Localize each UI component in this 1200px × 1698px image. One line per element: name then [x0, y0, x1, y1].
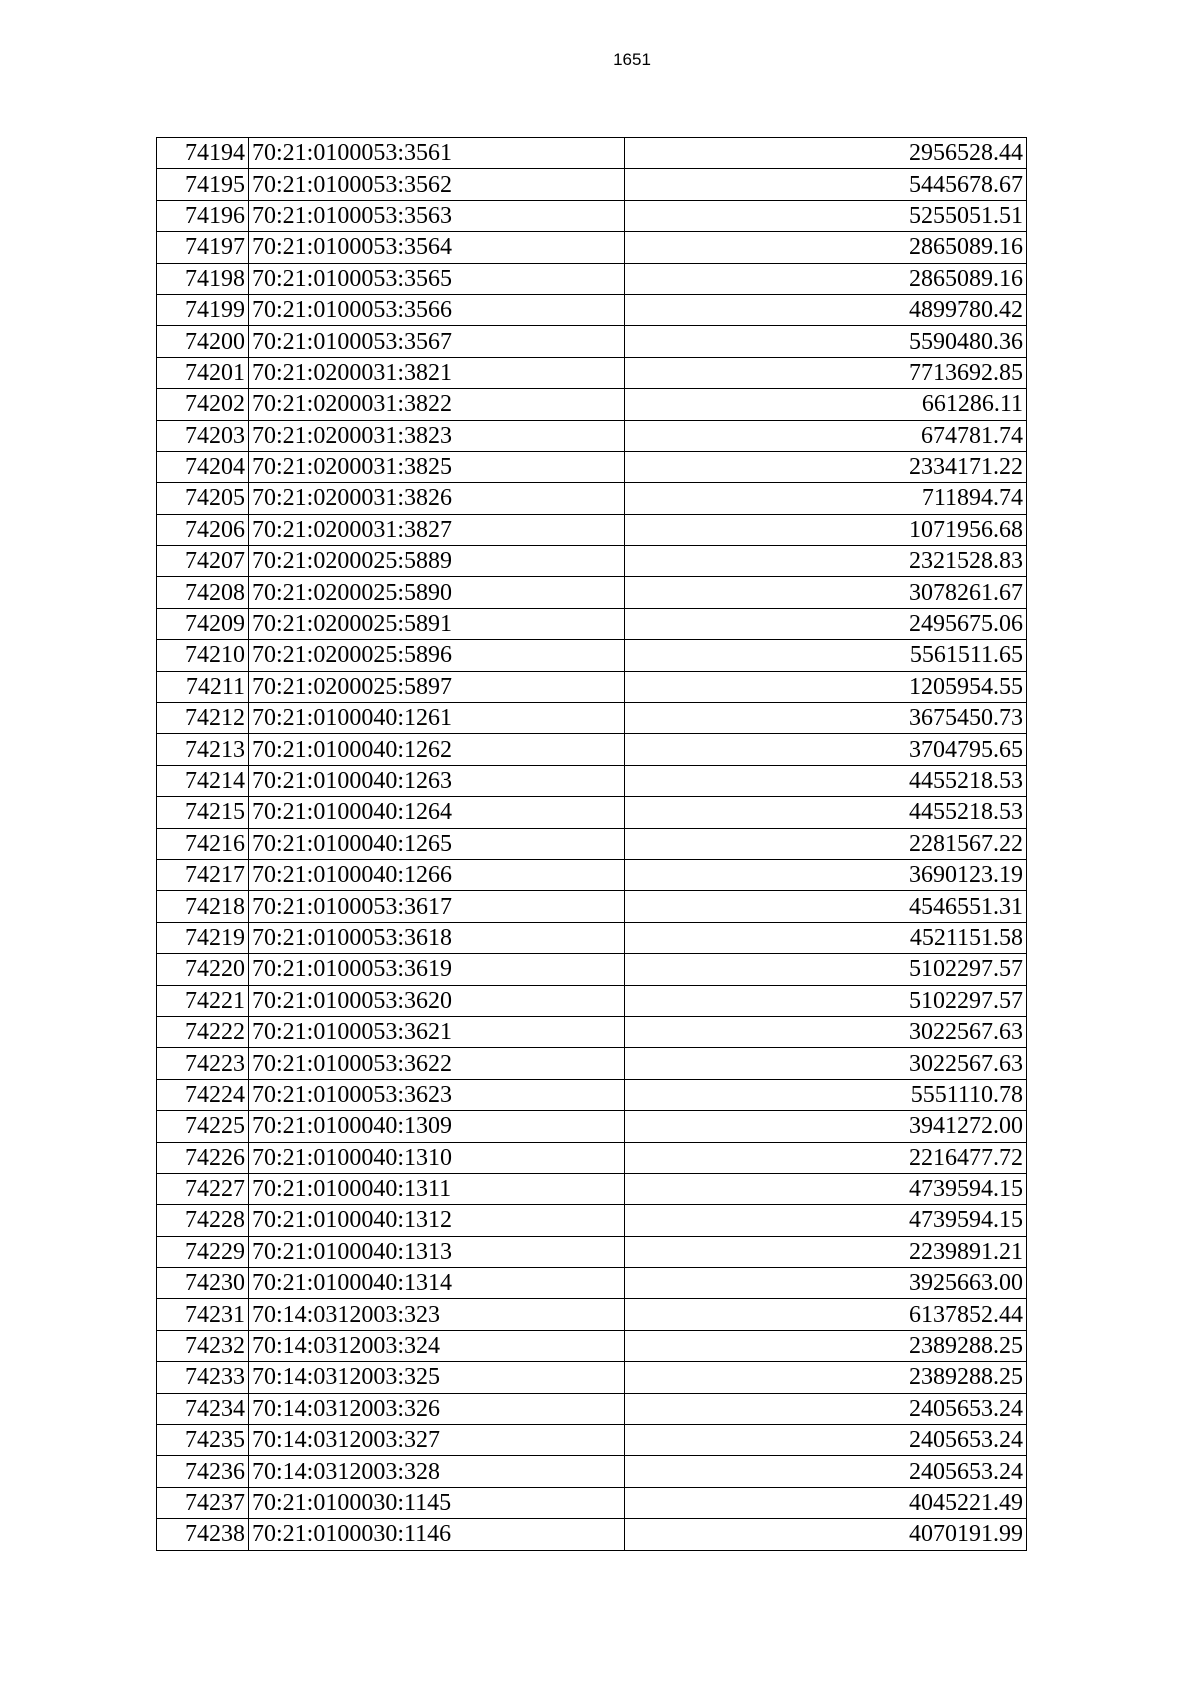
- cadastral-number-cell: 70:21:0100053:3619: [249, 954, 625, 985]
- row-number-cell: 74225: [157, 1111, 249, 1142]
- row-number-cell: 74197: [157, 232, 249, 263]
- cadastral-number-cell: 70:21:0100040:1310: [249, 1142, 625, 1173]
- cadastral-value-cell: 2865089.16: [625, 263, 1027, 294]
- cadastral-value-cell: 5551110.78: [625, 1079, 1027, 1110]
- row-number-cell: 74236: [157, 1456, 249, 1487]
- cadastral-number-cell: 70:21:0100053:3564: [249, 232, 625, 263]
- cadastral-value-cell: 3078261.67: [625, 577, 1027, 608]
- row-number-cell: 74214: [157, 765, 249, 796]
- row-number-cell: 74234: [157, 1393, 249, 1424]
- row-number-cell: 74220: [157, 954, 249, 985]
- table-row: [157, 1111, 1027, 1142]
- cadastral-number-cell: 70:14:0312003:326: [249, 1393, 625, 1424]
- row-number-cell: 74223: [157, 1048, 249, 1079]
- row-number-cell: 74215: [157, 797, 249, 828]
- cadastral-value-cell: 4521151.58: [625, 922, 1027, 953]
- table-row: [157, 1299, 1027, 1330]
- cadastral-value-cell: 5255051.51: [625, 200, 1027, 231]
- cadastral-number-cell: 70:14:0312003:327: [249, 1425, 625, 1456]
- row-number-cell: 74232: [157, 1330, 249, 1361]
- table-row: [157, 1268, 1027, 1299]
- cadastral-value-cell: 7713692.85: [625, 357, 1027, 388]
- row-number-cell: 74238: [157, 1519, 249, 1550]
- table-row: [157, 985, 1027, 1016]
- row-number-cell: 74218: [157, 891, 249, 922]
- table-row: [157, 1425, 1027, 1456]
- row-number-cell: 74209: [157, 608, 249, 639]
- cadastral-value-cell: 3022567.63: [625, 1048, 1027, 1079]
- cadastral-number-cell: 70:21:0100053:3562: [249, 169, 625, 200]
- table-row: [157, 703, 1027, 734]
- row-number-cell: 74217: [157, 859, 249, 890]
- table-row: [157, 1016, 1027, 1047]
- table-row: [157, 765, 1027, 796]
- table-row: [157, 1048, 1027, 1079]
- cadastral-number-cell: 70:21:0100053:3617: [249, 891, 625, 922]
- table-row: [157, 1393, 1027, 1424]
- cadastral-number-cell: 70:21:0100040:1265: [249, 828, 625, 859]
- cadastral-number-cell: 70:21:0200031:3826: [249, 483, 625, 514]
- table-row: [157, 451, 1027, 482]
- row-number-cell: 74196: [157, 200, 249, 231]
- row-number-cell: 74204: [157, 451, 249, 482]
- table-row: [157, 640, 1027, 671]
- row-number-cell: 74233: [157, 1362, 249, 1393]
- cadastral-value-cell: 5102297.57: [625, 985, 1027, 1016]
- table-row: [157, 546, 1027, 577]
- cadastral-number-cell: 70:14:0312003:328: [249, 1456, 625, 1487]
- cadastral-number-cell: 70:21:0200025:5891: [249, 608, 625, 639]
- table-row: [157, 1173, 1027, 1204]
- row-number-cell: 74194: [157, 138, 249, 169]
- row-number-cell: 74207: [157, 546, 249, 577]
- cadastral-value-cell: 2495675.06: [625, 608, 1027, 639]
- table-row: [157, 859, 1027, 890]
- cadastral-number-cell: 70:21:0100040:1309: [249, 1111, 625, 1142]
- cadastral-number-cell: 70:21:0100053:3561: [249, 138, 625, 169]
- row-number-cell: 74230: [157, 1268, 249, 1299]
- cadastral-number-cell: 70:21:0100040:1266: [249, 859, 625, 890]
- cadastral-value-cell: 5561511.65: [625, 640, 1027, 671]
- cadastral-number-cell: 70:21:0100053:3565: [249, 263, 625, 294]
- cadastral-value-cell: 661286.11: [625, 389, 1027, 420]
- row-number-cell: 74227: [157, 1173, 249, 1204]
- table-row: [157, 357, 1027, 388]
- cadastral-value-cell: 3704795.65: [625, 734, 1027, 765]
- cadastral-value-cell: 5102297.57: [625, 954, 1027, 985]
- cadastral-number-cell: 70:14:0312003:324: [249, 1330, 625, 1361]
- cadastral-value-cell: 3022567.63: [625, 1016, 1027, 1047]
- cadastral-value-cell: 711894.74: [625, 483, 1027, 514]
- cadastral-value-cell: 3941272.00: [625, 1111, 1027, 1142]
- cadastral-value-cell: 2389288.25: [625, 1330, 1027, 1361]
- cadastral-number-cell: 70:21:0100053:3618: [249, 922, 625, 953]
- cadastral-number-cell: 70:21:0100053:3620: [249, 985, 625, 1016]
- row-number-cell: 74195: [157, 169, 249, 200]
- cadastral-number-cell: 70:21:0100030:1145: [249, 1487, 625, 1518]
- cadastral-number-cell: 70:21:0100040:1262: [249, 734, 625, 765]
- cadastral-value-cell: 3925663.00: [625, 1268, 1027, 1299]
- cadastral-value-cell: 5590480.36: [625, 326, 1027, 357]
- cadastral-number-cell: 70:21:0100040:1261: [249, 703, 625, 734]
- cadastral-value-cell: 3675450.73: [625, 703, 1027, 734]
- row-number-cell: 74199: [157, 294, 249, 325]
- page-number: 1651: [613, 50, 651, 69]
- row-number-cell: 74216: [157, 828, 249, 859]
- cadastral-number-cell: 70:21:0200025:5896: [249, 640, 625, 671]
- table-row: [157, 1079, 1027, 1110]
- cadastral-value-cell: 4899780.42: [625, 294, 1027, 325]
- cadastral-value-cell: 2405653.24: [625, 1425, 1027, 1456]
- cadastral-number-cell: 70:21:0100040:1313: [249, 1236, 625, 1267]
- cadastral-value-cell: 1071956.68: [625, 514, 1027, 545]
- cadastral-number-cell: 70:21:0200031:3822: [249, 389, 625, 420]
- cadastral-value-cell: 5445678.67: [625, 169, 1027, 200]
- cadastral-number-cell: 70:21:0100040:1314: [249, 1268, 625, 1299]
- row-number-cell: 74222: [157, 1016, 249, 1047]
- cadastral-number-cell: 70:21:0100040:1312: [249, 1205, 625, 1236]
- table-row: [157, 200, 1027, 231]
- cadastral-value-cell: 4455218.53: [625, 797, 1027, 828]
- row-number-cell: 74206: [157, 514, 249, 545]
- cadastral-number-cell: 70:21:0200025:5897: [249, 671, 625, 702]
- cadastral-value-cell: 2956528.44: [625, 138, 1027, 169]
- row-number-cell: 74231: [157, 1299, 249, 1330]
- table-row: [157, 1519, 1027, 1550]
- table-row: [157, 1205, 1027, 1236]
- cadastral-number-cell: 70:21:0100053:3621: [249, 1016, 625, 1047]
- table-row: [157, 577, 1027, 608]
- row-number-cell: 74221: [157, 985, 249, 1016]
- table-row: [157, 608, 1027, 639]
- cadastral-value-cell: 2334171.22: [625, 451, 1027, 482]
- cadastral-number-cell: 70:21:0100053:3623: [249, 1079, 625, 1110]
- row-number-cell: 74198: [157, 263, 249, 294]
- table-row: [157, 1362, 1027, 1393]
- table-row: [157, 326, 1027, 357]
- table-row: [157, 232, 1027, 263]
- table-row: [157, 483, 1027, 514]
- cadastral-number-cell: 70:21:0100030:1146: [249, 1519, 625, 1550]
- row-number-cell: 74203: [157, 420, 249, 451]
- table-row: [157, 389, 1027, 420]
- cadastral-number-cell: 70:21:0200025:5890: [249, 577, 625, 608]
- row-number-cell: 74210: [157, 640, 249, 671]
- cadastral-value-cell: 2405653.24: [625, 1456, 1027, 1487]
- cadastral-number-cell: 70:14:0312003:323: [249, 1299, 625, 1330]
- cadastral-value-cell: 4546551.31: [625, 891, 1027, 922]
- row-number-cell: 74213: [157, 734, 249, 765]
- table-row: [157, 828, 1027, 859]
- table-row: [157, 514, 1027, 545]
- row-number-cell: 74211: [157, 671, 249, 702]
- cadastral-number-cell: 70:21:0200031:3821: [249, 357, 625, 388]
- row-number-cell: 74228: [157, 1205, 249, 1236]
- row-number-cell: 74208: [157, 577, 249, 608]
- cadastral-value-cell: 2321528.83: [625, 546, 1027, 577]
- cadastral-value-cell: 2239891.21: [625, 1236, 1027, 1267]
- cadastral-number-cell: 70:21:0100053:3563: [249, 200, 625, 231]
- table-row: [157, 169, 1027, 200]
- row-number-cell: 74219: [157, 922, 249, 953]
- table-row: [157, 922, 1027, 953]
- cadastral-number-cell: 70:21:0200031:3825: [249, 451, 625, 482]
- cadastral-number-cell: 70:21:0100040:1311: [249, 1173, 625, 1204]
- cadastral-value-cell: 674781.74: [625, 420, 1027, 451]
- row-number-cell: 74224: [157, 1079, 249, 1110]
- cadastral-number-cell: 70:21:0200031:3827: [249, 514, 625, 545]
- table-row: [157, 1142, 1027, 1173]
- cadastral-value-cell: 2405653.24: [625, 1393, 1027, 1424]
- cadastral-number-cell: 70:21:0100053:3566: [249, 294, 625, 325]
- cadastral-value-cell: 2865089.16: [625, 232, 1027, 263]
- table-row: [157, 294, 1027, 325]
- table-row: [157, 734, 1027, 765]
- row-number-cell: 74237: [157, 1487, 249, 1518]
- row-number-cell: 74235: [157, 1425, 249, 1456]
- cadastral-number-cell: 70:14:0312003:325: [249, 1362, 625, 1393]
- table-row: [157, 954, 1027, 985]
- table-row: [157, 1487, 1027, 1518]
- cadastral-value-cell: 1205954.55: [625, 671, 1027, 702]
- cadastral-value-cell: 2389288.25: [625, 1362, 1027, 1393]
- cadastral-value-cell: 4455218.53: [625, 765, 1027, 796]
- cadastral-value-cell: 6137852.44: [625, 1299, 1027, 1330]
- cadastral-number-cell: 70:21:0100040:1264: [249, 797, 625, 828]
- table-row: [157, 1456, 1027, 1487]
- table-row: [157, 891, 1027, 922]
- row-number-cell: 74229: [157, 1236, 249, 1267]
- cadastral-value-table: [156, 137, 1027, 1551]
- cadastral-number-cell: 70:21:0200025:5889: [249, 546, 625, 577]
- row-number-cell: 74201: [157, 357, 249, 388]
- cadastral-value-cell: 2281567.22: [625, 828, 1027, 859]
- table-row: [157, 797, 1027, 828]
- row-number-cell: 74226: [157, 1142, 249, 1173]
- cadastral-value-cell: 4045221.49: [625, 1487, 1027, 1518]
- table-row: [157, 138, 1027, 169]
- cadastral-number-cell: 70:21:0100053:3622: [249, 1048, 625, 1079]
- cadastral-value-cell: 4739594.15: [625, 1205, 1027, 1236]
- cadastral-number-cell: 70:21:0100053:3567: [249, 326, 625, 357]
- cadastral-value-cell: 4070191.99: [625, 1519, 1027, 1550]
- row-number-cell: 74200: [157, 326, 249, 357]
- cadastral-value-cell: 3690123.19: [625, 859, 1027, 890]
- row-number-cell: 74212: [157, 703, 249, 734]
- cadastral-value-cell: 2216477.72: [625, 1142, 1027, 1173]
- table-row: [157, 1236, 1027, 1267]
- cadastral-number-cell: 70:21:0200031:3823: [249, 420, 625, 451]
- table-row: [157, 1330, 1027, 1361]
- table-row: [157, 420, 1027, 451]
- cadastral-value-cell: 4739594.15: [625, 1173, 1027, 1204]
- row-number-cell: 74202: [157, 389, 249, 420]
- table-row: [157, 671, 1027, 702]
- table-row: [157, 263, 1027, 294]
- table-body: [157, 138, 1027, 1551]
- cadastral-number-cell: 70:21:0100040:1263: [249, 765, 625, 796]
- row-number-cell: 74205: [157, 483, 249, 514]
